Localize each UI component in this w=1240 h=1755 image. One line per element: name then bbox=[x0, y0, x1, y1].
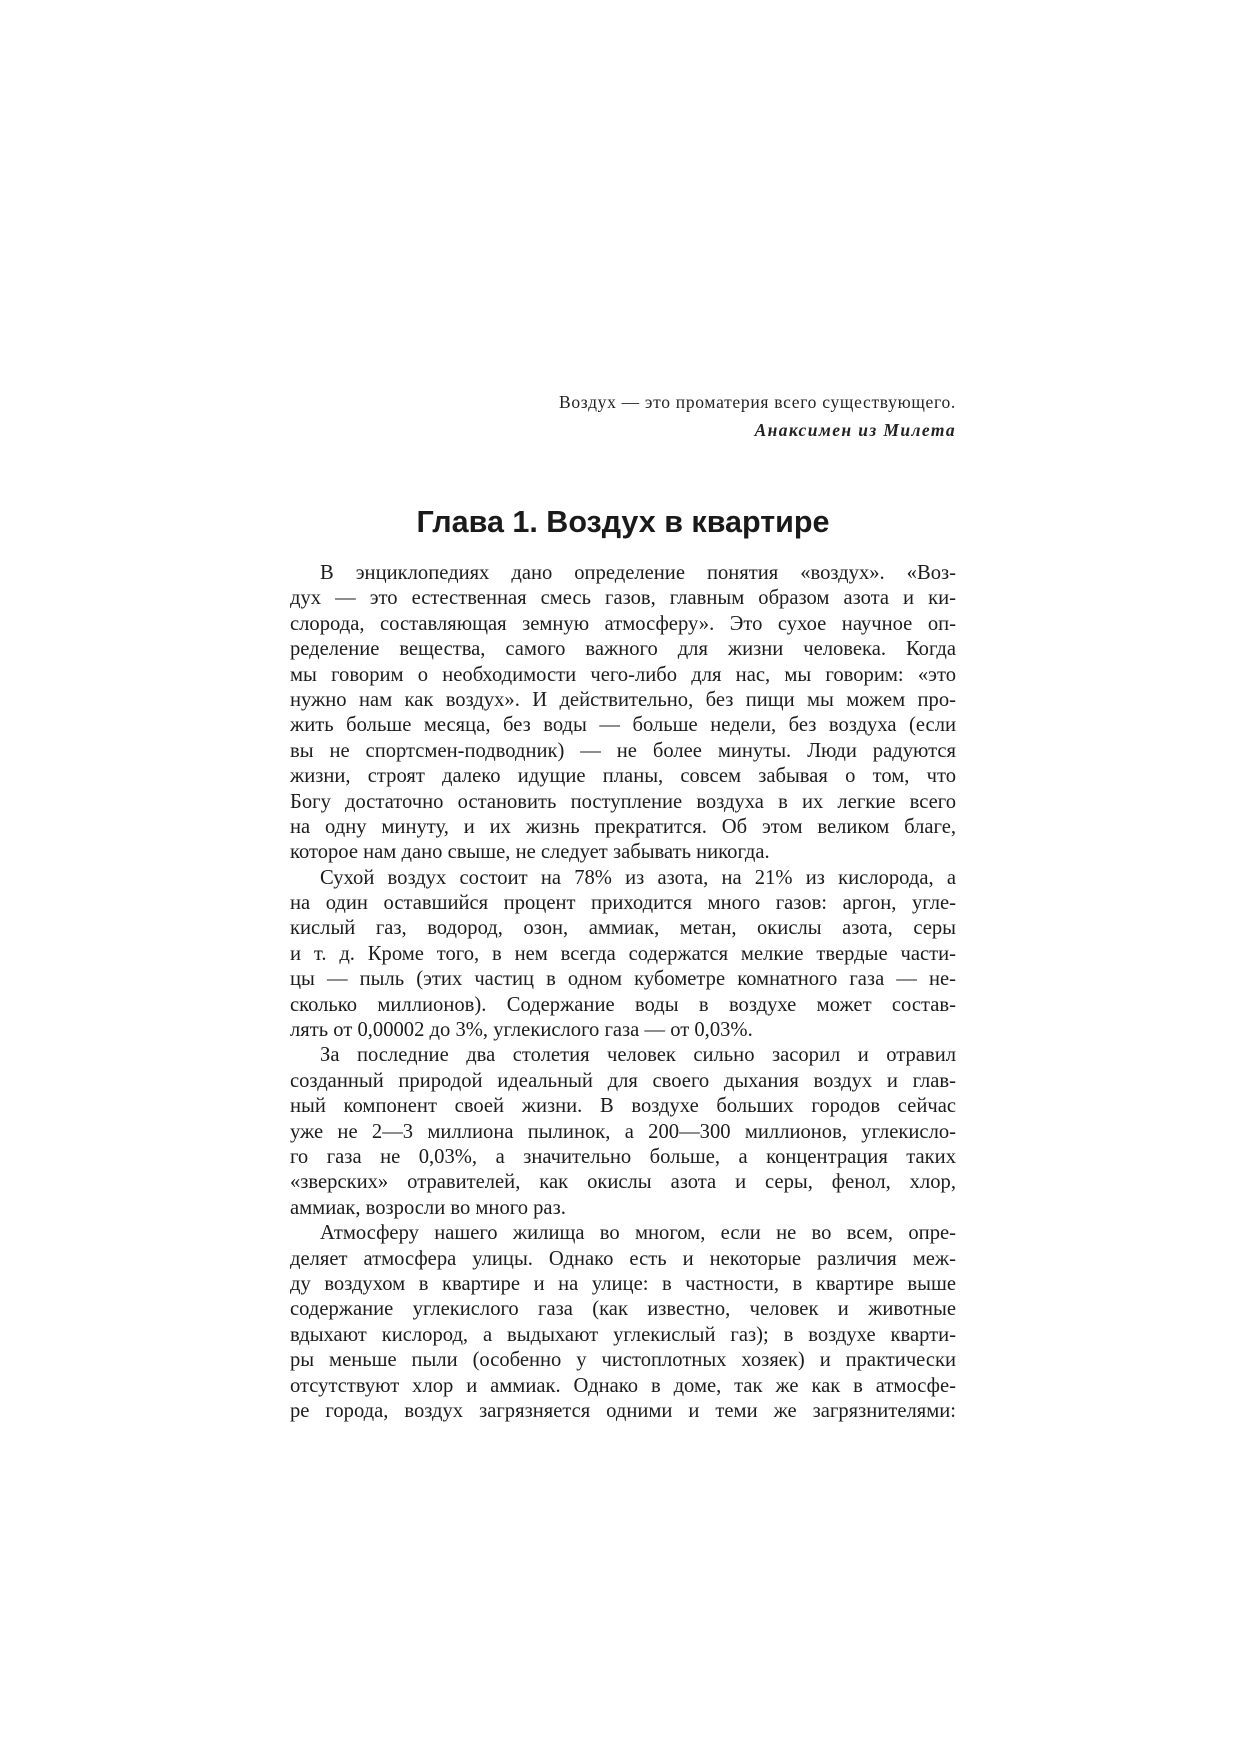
text-line: «зверских» отравителей, как окислы азота и серы, фенол, хлор, bbox=[290, 1171, 956, 1194]
text-line: вы не спортсмен-подводник) — не более минуты. Люди радуются bbox=[290, 739, 956, 762]
text-line: аммиак, возросли во много раз. bbox=[290, 1196, 566, 1219]
text-line: лять от 0,00002 до 3%, углекислого газа — от 0,03%. bbox=[290, 1019, 753, 1042]
text-line: ре города, воздух загрязняется одними и теми же загрязнителями: bbox=[290, 1399, 956, 1422]
text-line: дух — это естественная смесь газов, главным образом азота и ки- bbox=[290, 587, 956, 610]
text-line: го газа не 0,03%, а значительно больше, а концентрация таких bbox=[290, 1145, 956, 1168]
text-line: жить больше месяца, без воды — больше недели, без воздуха (если bbox=[290, 714, 956, 737]
text-line: За последние два столетия человек сильно засорил и отравил bbox=[320, 1044, 956, 1067]
chapter-title: Глава 1. Воздух в квартире bbox=[416, 505, 830, 539]
paragraph bbox=[290, 866, 956, 1044]
epigraph-quote: Воздух — это проматерия всего существующего. bbox=[558, 392, 956, 412]
text-line: на один оставшийся процент приходится много газов: аргон, угле- bbox=[290, 892, 956, 915]
text-line: ный компонент своей жизни. В воздухе больших городов сейчас bbox=[290, 1095, 956, 1118]
text-line: ры меньше пыли (особенно у чистоплотных хозяек) и практически bbox=[290, 1349, 956, 1372]
text-line: кислый газ, водород, озон, аммиак, метан, окислы азота, серы bbox=[290, 917, 956, 940]
epigraph-author: Анаксимен из Милета bbox=[754, 420, 956, 440]
paragraph bbox=[290, 1221, 956, 1424]
text-line: сколько миллионов). Содержание воды в воздухе может состав- bbox=[290, 993, 956, 1016]
text-line: и т. д. Кроме того, в нем всегда содержатся мелкие твердые части- bbox=[290, 942, 956, 965]
paragraph bbox=[290, 561, 956, 866]
text-line: нужно нам как воздух». И действительно, без пищи мы можем про- bbox=[290, 688, 956, 711]
text-line: деляет атмосфера улицы. Однако есть и некоторые различия меж- bbox=[290, 1247, 956, 1270]
text-line: Богу достаточно остановить поступление воздуха в их легкие всего bbox=[290, 790, 956, 813]
text-line: отсутствуют хлор и аммиак. Однако в доме, так же как в атмосфе- bbox=[290, 1374, 956, 1397]
text-line: Сухой воздух состоит на 78% из азота, на 21% из кислорода, а bbox=[320, 866, 956, 889]
text-line: слорода, составляющая земную атмосферу». Это сухое научное оп- bbox=[290, 612, 956, 635]
paragraph bbox=[290, 1043, 956, 1221]
text-line: которое нам дано свыше, не следует забывать никогда. bbox=[290, 841, 770, 864]
text-line: ду воздухом в квартире и на улице: в частности, в квартире выше bbox=[290, 1272, 956, 1295]
text-line: цы — пыль (этих частиц в одном кубометре комнатного газа — не- bbox=[290, 968, 956, 991]
text-line: мы говорим о необходимости чего-либо для нас, мы говорим: «это bbox=[290, 663, 956, 686]
text-line: Атмосферу нашего жилища во многом, если не во всем, опре- bbox=[320, 1222, 956, 1245]
epigraph bbox=[290, 388, 956, 444]
text-line: уже не 2—3 миллиона пылинок, а 200—300 миллионов, углекисло- bbox=[290, 1120, 956, 1143]
chapter-body bbox=[290, 561, 956, 1424]
text-line: содержание углекислого газа (как известно, человек и животные bbox=[290, 1298, 956, 1321]
text-line: созданный природой идеальный для своего дыхания воздух и глав- bbox=[290, 1069, 956, 1092]
text-line: на одну минуту, и их жизнь прекратится. Об этом великом благе, bbox=[290, 815, 956, 838]
text-line: ределение вещества, самого важного для жизни человека. Когда bbox=[290, 638, 956, 661]
text-line: жизни, строят далеко идущие планы, совсем забывая о том, что bbox=[290, 765, 956, 788]
text-line: вдыхают кислород, а выдыхают углекислый газ); в воздухе кварти- bbox=[290, 1323, 956, 1346]
text-line: В энциклопедиях дано определение понятия «воздух». «Воз- bbox=[320, 562, 956, 584]
